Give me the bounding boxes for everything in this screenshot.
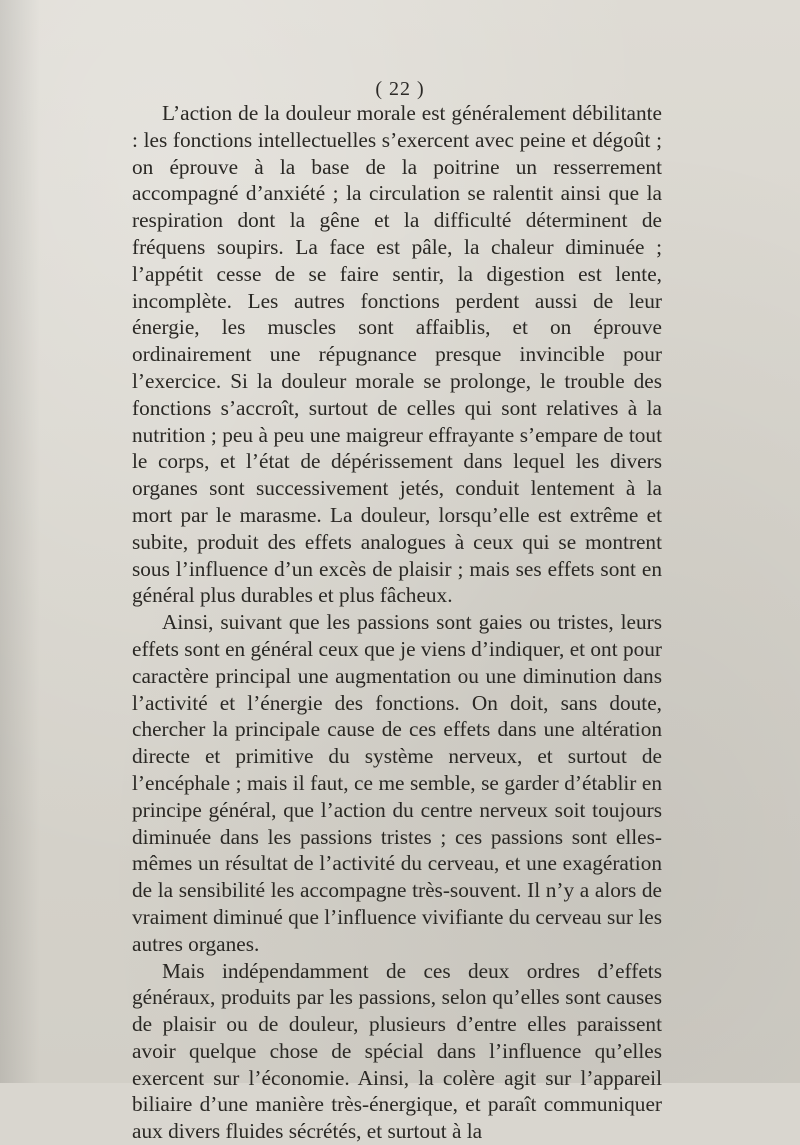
body-text [132, 100, 662, 1145]
paragraph-2: Ainsi, suivant que les passions sont gaies ou tristes, leurs effets sont en général ceux que je viens d’indiquer, et ont pour caractère principal une augmentation ou une diminution dans l’activité et l’énergie des fonctions. On doit, sans doute, chercher la principale cause de ces effets dans une altération directe et primitive du système nerveux, et surtout de l’encéphale ; mais il faut, ce me semble, se garder d’établir en principe général, que l’action du centre nerveux soit toujours diminuée dans les passions tristes ; ces passions sont elles-mêmes un résultat de l’activité du cerveau, et une exagération de la sensibilité les accompagne très-souvent. Il n’y a alors de vraiment diminué que l’influence vivifiante du cerveau sur les autres organes. [132, 609, 662, 957]
page-number: ( 22 ) [0, 78, 800, 101]
paragraph-1: L’action de la douleur morale est généralement débilitante : les fonctions intellectuelles s’exercent avec peine et dégoût ; on éprouve à la base de la poitrine un resserrement accompagné d’anxiété ; la circulation se ralentit ainsi que la respiration dont la gêne et la difficulté déterminent de fréquens soupirs. La face est pâle, la chaleur diminuée ; l’appétit cesse de se faire sentir, la digestion est lente, incomplète. Les autres fonctions perdent aussi de leur énergie, les muscles sont affaiblis, et on éprouve ordinairement une répugnance presque invincible pour l’exercice. Si la douleur morale se prolonge, le trouble des fonctions s’accroît, surtout de celles qui sont relatives à la nutrition ; peu à peu une maigreur effrayante s’empare de tout le corps, et l’état de dépérissement dans lequel les divers organes sont successivement jetés, conduit lentement à la mort par le marasme. La douleur, lorsqu’elle est extrême et subite, produit des effets analogues à ceux qui se montrent sous l’influence d’un excès de plaisir ; mais ses effets sont en général plus durables et plus fâcheux. [132, 100, 662, 609]
paragraph-3: Mais indépendamment de ces deux ordres d’effets généraux, produits par les passions, selon qu’elles sont causes de plaisir ou de douleur, plusieurs d’entre elles paraissent avoir quelque chose de spécial dans l’influence qu’elles exercent sur l’économie. Ainsi, la colère agit sur l’appareil biliaire d’une manière très-énergique, et paraît communiquer aux divers fluides sécrétés, et surtout à la [132, 958, 662, 1145]
